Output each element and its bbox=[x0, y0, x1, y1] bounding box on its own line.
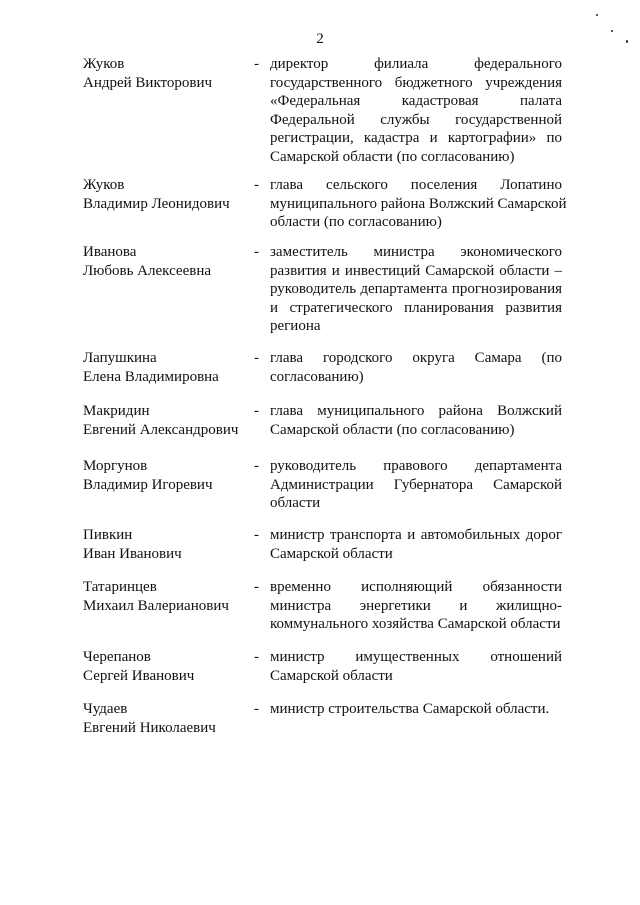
position-description bbox=[270, 648, 562, 685]
dash: - bbox=[254, 56, 259, 72]
position-line: министра энергетики и жилищно- bbox=[270, 597, 562, 614]
position-line: развития и инвестиций Самарской области – bbox=[270, 262, 562, 279]
member-name bbox=[83, 349, 253, 386]
position-line: заместитель министра экономического bbox=[270, 244, 562, 260]
surname: Пивкин bbox=[83, 527, 133, 543]
surname: Жуков bbox=[83, 177, 125, 193]
dash: - bbox=[254, 527, 259, 543]
position-line: области (по согласованию) bbox=[270, 214, 442, 230]
member-name bbox=[83, 700, 253, 737]
position-line: министр строительства Самарской области. bbox=[270, 701, 550, 717]
given-names: Евгений Александрович bbox=[83, 421, 239, 438]
position-line: Самарской области (по согласованию) bbox=[270, 148, 515, 165]
position-line: согласованию) bbox=[270, 368, 364, 385]
position-line: Самарской области bbox=[270, 667, 393, 684]
dash: - bbox=[254, 244, 259, 260]
member-name bbox=[83, 457, 253, 494]
given-names: Михаил Валерианович bbox=[83, 597, 229, 614]
dash: - bbox=[254, 458, 259, 474]
member-name bbox=[83, 176, 253, 213]
position-line: и стратегического планирования развития bbox=[270, 299, 562, 316]
dash: - bbox=[254, 403, 259, 419]
position-line: руководитель правового департамента bbox=[270, 458, 562, 474]
member-name bbox=[83, 526, 253, 563]
surname: Черепанов bbox=[83, 649, 151, 665]
dash: - bbox=[254, 579, 259, 595]
position-line: Самарской области bbox=[270, 545, 393, 562]
position-description bbox=[270, 700, 562, 719]
position-description bbox=[270, 176, 567, 232]
member-name bbox=[83, 648, 253, 685]
member-name bbox=[83, 243, 253, 280]
position-description bbox=[270, 349, 562, 386]
member-name bbox=[83, 402, 253, 439]
surname: Лапушкина bbox=[83, 350, 157, 366]
position-line: министр транспорта и автомобильных дорог bbox=[270, 527, 562, 543]
position-description bbox=[270, 457, 562, 513]
position-line: Администрации Губернатора Самарской bbox=[270, 476, 562, 493]
dash: - bbox=[254, 701, 259, 717]
position-line: глава городского округа Самара (по bbox=[270, 350, 562, 366]
surname: Татаринцев bbox=[83, 579, 157, 595]
position-line: глава муниципального района Волжский bbox=[270, 403, 562, 419]
position-line: области bbox=[270, 495, 321, 511]
position-line: государственного бюджетного учреждения bbox=[270, 74, 562, 91]
position-description bbox=[270, 243, 562, 336]
surname: Жуков bbox=[83, 56, 125, 72]
given-names: Владимир Леонидович bbox=[83, 195, 230, 212]
position-line: директор филиала федерального bbox=[270, 56, 562, 72]
surname: Чудаев bbox=[83, 701, 128, 717]
given-names: Иван Иванович bbox=[83, 545, 182, 562]
surname: Моргунов bbox=[83, 458, 148, 474]
surname: Макридин bbox=[83, 403, 150, 419]
position-line: Самарской области (по согласованию) bbox=[270, 421, 515, 438]
position-description bbox=[270, 526, 562, 563]
position-line: «Федеральная кадастровая палата bbox=[270, 93, 562, 109]
position-line: регистрации, кадастра и картографии» по bbox=[270, 130, 562, 146]
scan-speck bbox=[626, 40, 628, 43]
given-names: Любовь Алексеевна bbox=[83, 262, 211, 279]
position-line: коммунального хозяйства Самарской области bbox=[270, 616, 561, 632]
given-names: Владимир Игоревич bbox=[83, 476, 213, 493]
position-description bbox=[270, 55, 562, 166]
position-description bbox=[270, 402, 562, 439]
position-line: руководитель департамента прогнозирования bbox=[270, 281, 562, 297]
scan-speck bbox=[596, 14, 598, 16]
page-number: 2 bbox=[316, 31, 324, 47]
dash: - bbox=[254, 177, 259, 193]
position-line: министр имущественных отношений bbox=[270, 649, 562, 665]
given-names: Андрей Викторович bbox=[83, 74, 213, 91]
position-line: временно исполняющий обязанности bbox=[270, 579, 562, 595]
given-names: Елена Владимировна bbox=[83, 368, 219, 385]
member-name bbox=[83, 578, 253, 615]
surname: Иванова bbox=[83, 244, 137, 260]
dash: - bbox=[254, 350, 259, 366]
position-line: муниципального района Волжский Самарской bbox=[270, 195, 567, 212]
position-line: Федеральной службы государственной bbox=[270, 111, 562, 128]
scan-speck bbox=[611, 30, 613, 32]
given-names: Евгений Николаевич bbox=[83, 719, 216, 736]
position-description bbox=[270, 578, 562, 634]
position-line: региона bbox=[270, 318, 321, 334]
given-names: Сергей Иванович bbox=[83, 667, 195, 684]
position-line: глава сельского поселения Лопатино bbox=[270, 177, 562, 193]
dash: - bbox=[254, 649, 259, 665]
member-name bbox=[83, 55, 253, 92]
